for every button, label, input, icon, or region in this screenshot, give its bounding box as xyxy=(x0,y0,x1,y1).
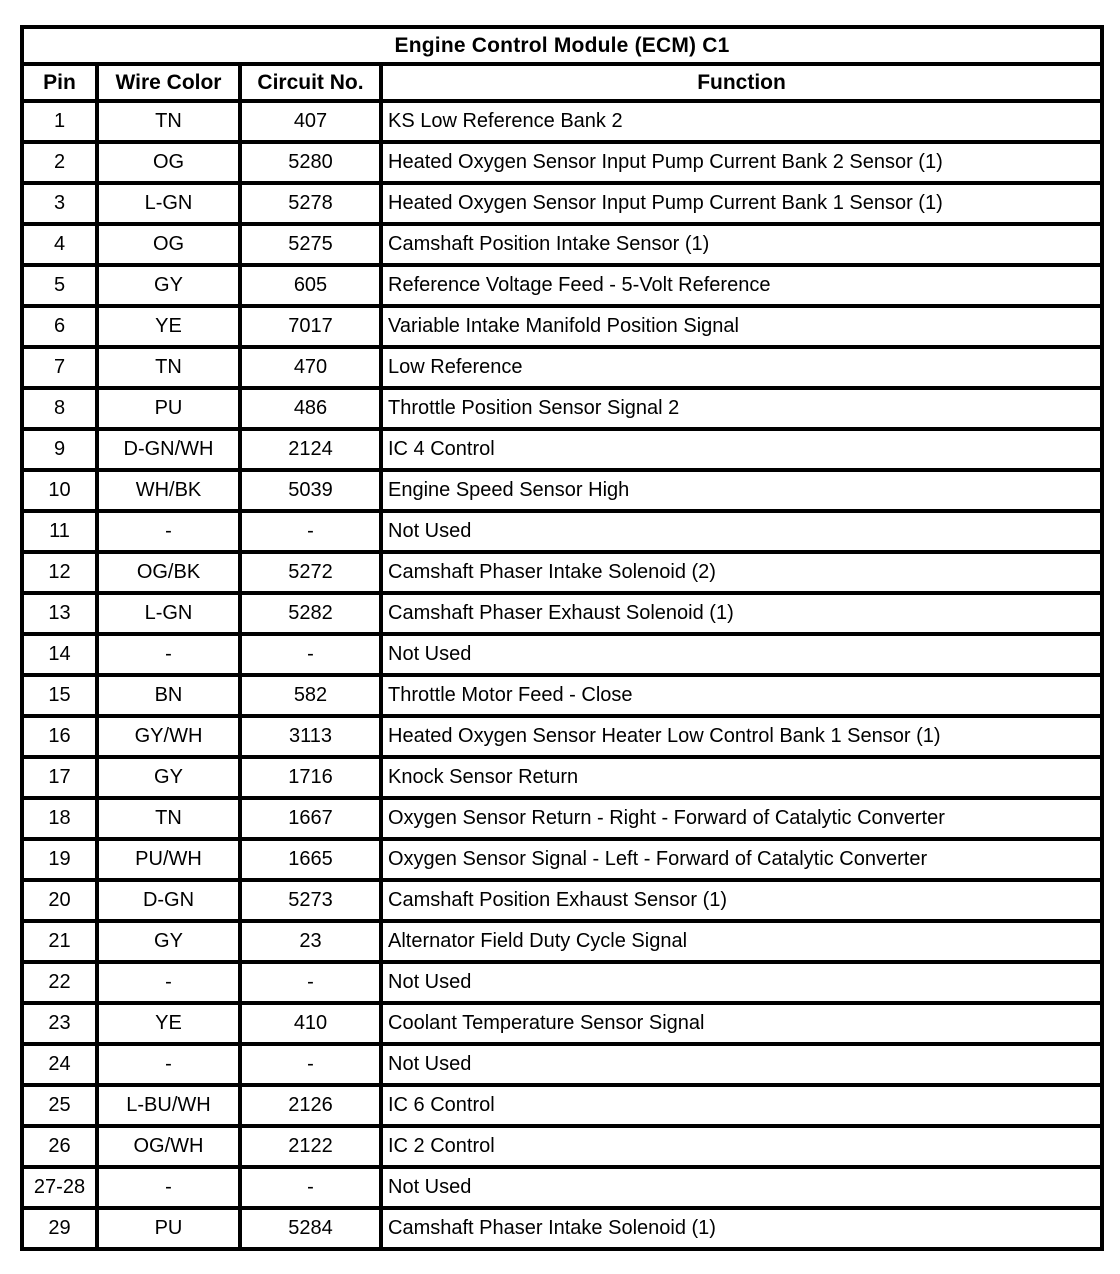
table-row xyxy=(22,634,1102,675)
table-row xyxy=(22,962,1102,1003)
table-row xyxy=(22,757,1102,798)
pin-cell: 9 xyxy=(22,429,97,470)
table-row xyxy=(22,675,1102,716)
function-cell: Coolant Temperature Sensor Signal xyxy=(381,1003,1102,1044)
wire-color-cell: L-GN xyxy=(97,593,240,634)
pin-cell: 23 xyxy=(22,1003,97,1044)
table-body xyxy=(22,101,1102,1249)
function-cell: Engine Speed Sensor High xyxy=(381,470,1102,511)
pin-cell: 6 xyxy=(22,306,97,347)
circuit-no-cell: 407 xyxy=(240,101,381,142)
circuit-no-cell: 2124 xyxy=(240,429,381,470)
table-row xyxy=(22,224,1102,265)
circuit-no-cell: 582 xyxy=(240,675,381,716)
ecm-c1-pinout-table xyxy=(20,25,1104,1251)
wire-color-cell: BN xyxy=(97,675,240,716)
wire-color-cell: PU xyxy=(97,388,240,429)
wire-color-cell: GY/WH xyxy=(97,716,240,757)
function-cell: Not Used xyxy=(381,1044,1102,1085)
pin-cell: 24 xyxy=(22,1044,97,1085)
pin-cell: 25 xyxy=(22,1085,97,1126)
function-cell: Heated Oxygen Sensor Input Pump Current Bank 2 Sensor (1) xyxy=(381,142,1102,183)
table-title: Engine Control Module (ECM) C1 xyxy=(22,27,1102,64)
function-cell: Reference Voltage Feed - 5-Volt Reference xyxy=(381,265,1102,306)
table-row xyxy=(22,1167,1102,1208)
table-row xyxy=(22,388,1102,429)
column-header-function: Function xyxy=(381,64,1102,101)
circuit-no-cell: 1665 xyxy=(240,839,381,880)
wire-color-cell: - xyxy=(97,634,240,675)
circuit-no-cell: 5280 xyxy=(240,142,381,183)
wire-color-cell: L-GN xyxy=(97,183,240,224)
function-cell: Camshaft Position Exhaust Sensor (1) xyxy=(381,880,1102,921)
wire-color-cell: L-BU/WH xyxy=(97,1085,240,1126)
wire-color-cell: PU/WH xyxy=(97,839,240,880)
circuit-no-cell: - xyxy=(240,962,381,1003)
pin-cell: 29 xyxy=(22,1208,97,1249)
table-row xyxy=(22,1044,1102,1085)
pin-cell: 2 xyxy=(22,142,97,183)
circuit-no-cell: 3113 xyxy=(240,716,381,757)
circuit-no-cell: - xyxy=(240,1044,381,1085)
wire-color-cell: YE xyxy=(97,306,240,347)
pin-cell: 15 xyxy=(22,675,97,716)
pin-cell: 12 xyxy=(22,552,97,593)
pin-cell: 10 xyxy=(22,470,97,511)
function-cell: Heated Oxygen Sensor Heater Low Control Bank 1 Sensor (1) xyxy=(381,716,1102,757)
circuit-no-cell: 1667 xyxy=(240,798,381,839)
function-cell: Oxygen Sensor Signal - Left - Forward of Catalytic Converter xyxy=(381,839,1102,880)
function-cell: Knock Sensor Return xyxy=(381,757,1102,798)
column-header-circuit-no: Circuit No. xyxy=(240,64,381,101)
pin-cell: 20 xyxy=(22,880,97,921)
pin-cell: 27-28 xyxy=(22,1167,97,1208)
circuit-no-cell: 7017 xyxy=(240,306,381,347)
table-row xyxy=(22,470,1102,511)
wire-color-cell: GY xyxy=(97,265,240,306)
function-cell: Alternator Field Duty Cycle Signal xyxy=(381,921,1102,962)
wire-color-cell: YE xyxy=(97,1003,240,1044)
wire-color-cell: - xyxy=(97,511,240,552)
function-cell: Oxygen Sensor Return - Right - Forward of Catalytic Converter xyxy=(381,798,1102,839)
function-cell: IC 6 Control xyxy=(381,1085,1102,1126)
circuit-no-cell: 410 xyxy=(240,1003,381,1044)
circuit-no-cell: 5278 xyxy=(240,183,381,224)
wire-color-cell: PU xyxy=(97,1208,240,1249)
function-cell: Low Reference xyxy=(381,347,1102,388)
pin-cell: 16 xyxy=(22,716,97,757)
circuit-no-cell: 5272 xyxy=(240,552,381,593)
table-head xyxy=(22,27,1102,101)
table-row xyxy=(22,1208,1102,1249)
wire-color-cell: D-GN xyxy=(97,880,240,921)
function-cell: KS Low Reference Bank 2 xyxy=(381,101,1102,142)
function-cell: Not Used xyxy=(381,962,1102,1003)
function-cell: Throttle Motor Feed - Close xyxy=(381,675,1102,716)
table-row xyxy=(22,1085,1102,1126)
pin-cell: 3 xyxy=(22,183,97,224)
function-cell: Camshaft Position Intake Sensor (1) xyxy=(381,224,1102,265)
wire-color-cell: OG xyxy=(97,142,240,183)
table-row xyxy=(22,552,1102,593)
wire-color-cell: GY xyxy=(97,757,240,798)
wire-color-cell: - xyxy=(97,1044,240,1085)
circuit-no-cell: 2122 xyxy=(240,1126,381,1167)
table-row xyxy=(22,716,1102,757)
circuit-no-cell: 5282 xyxy=(240,593,381,634)
function-cell: Not Used xyxy=(381,511,1102,552)
function-cell: Not Used xyxy=(381,634,1102,675)
table-header-row xyxy=(22,64,1102,101)
circuit-no-cell: 486 xyxy=(240,388,381,429)
wire-color-cell: OG xyxy=(97,224,240,265)
function-cell: Camshaft Phaser Exhaust Solenoid (1) xyxy=(381,593,1102,634)
function-cell: Camshaft Phaser Intake Solenoid (1) xyxy=(381,1208,1102,1249)
table-row xyxy=(22,921,1102,962)
table-row xyxy=(22,347,1102,388)
circuit-no-cell: - xyxy=(240,1167,381,1208)
circuit-no-cell: - xyxy=(240,511,381,552)
pin-cell: 7 xyxy=(22,347,97,388)
wire-color-cell: TN xyxy=(97,347,240,388)
function-cell: Variable Intake Manifold Position Signal xyxy=(381,306,1102,347)
pin-cell: 18 xyxy=(22,798,97,839)
pin-cell: 14 xyxy=(22,634,97,675)
function-cell: Heated Oxygen Sensor Input Pump Current Bank 1 Sensor (1) xyxy=(381,183,1102,224)
table-row xyxy=(22,101,1102,142)
pin-cell: 21 xyxy=(22,921,97,962)
circuit-no-cell: 470 xyxy=(240,347,381,388)
column-header-wire-color: Wire Color xyxy=(97,64,240,101)
pin-cell: 1 xyxy=(22,101,97,142)
function-cell: IC 2 Control xyxy=(381,1126,1102,1167)
table-row xyxy=(22,798,1102,839)
table-row xyxy=(22,1126,1102,1167)
table-row xyxy=(22,1003,1102,1044)
function-cell: IC 4 Control xyxy=(381,429,1102,470)
circuit-no-cell: 23 xyxy=(240,921,381,962)
circuit-no-cell: 5039 xyxy=(240,470,381,511)
function-cell: Camshaft Phaser Intake Solenoid (2) xyxy=(381,552,1102,593)
circuit-no-cell: 5284 xyxy=(240,1208,381,1249)
circuit-no-cell: - xyxy=(240,634,381,675)
wire-color-cell: - xyxy=(97,1167,240,1208)
pin-cell: 19 xyxy=(22,839,97,880)
circuit-no-cell: 1716 xyxy=(240,757,381,798)
circuit-no-cell: 5275 xyxy=(240,224,381,265)
wire-color-cell: TN xyxy=(97,798,240,839)
function-cell: Throttle Position Sensor Signal 2 xyxy=(381,388,1102,429)
table-row xyxy=(22,593,1102,634)
table-row xyxy=(22,511,1102,552)
column-header-pin: Pin xyxy=(22,64,97,101)
pin-cell: 17 xyxy=(22,757,97,798)
wire-color-cell: OG/WH xyxy=(97,1126,240,1167)
wire-color-cell: GY xyxy=(97,921,240,962)
table-row xyxy=(22,839,1102,880)
pin-cell: 22 xyxy=(22,962,97,1003)
circuit-no-cell: 605 xyxy=(240,265,381,306)
wire-color-cell: OG/BK xyxy=(97,552,240,593)
circuit-no-cell: 2126 xyxy=(240,1085,381,1126)
table-title-row xyxy=(22,27,1102,64)
wire-color-cell: WH/BK xyxy=(97,470,240,511)
pin-cell: 26 xyxy=(22,1126,97,1167)
table-row xyxy=(22,265,1102,306)
pin-cell: 11 xyxy=(22,511,97,552)
wire-color-cell: TN xyxy=(97,101,240,142)
pin-cell: 8 xyxy=(22,388,97,429)
table-row xyxy=(22,306,1102,347)
pin-cell: 4 xyxy=(22,224,97,265)
table-row xyxy=(22,142,1102,183)
wire-color-cell: D-GN/WH xyxy=(97,429,240,470)
function-cell: Not Used xyxy=(381,1167,1102,1208)
table-row xyxy=(22,880,1102,921)
wire-color-cell: - xyxy=(97,962,240,1003)
pin-cell: 5 xyxy=(22,265,97,306)
table-row xyxy=(22,183,1102,224)
pin-cell: 13 xyxy=(22,593,97,634)
table-row xyxy=(22,429,1102,470)
circuit-no-cell: 5273 xyxy=(240,880,381,921)
